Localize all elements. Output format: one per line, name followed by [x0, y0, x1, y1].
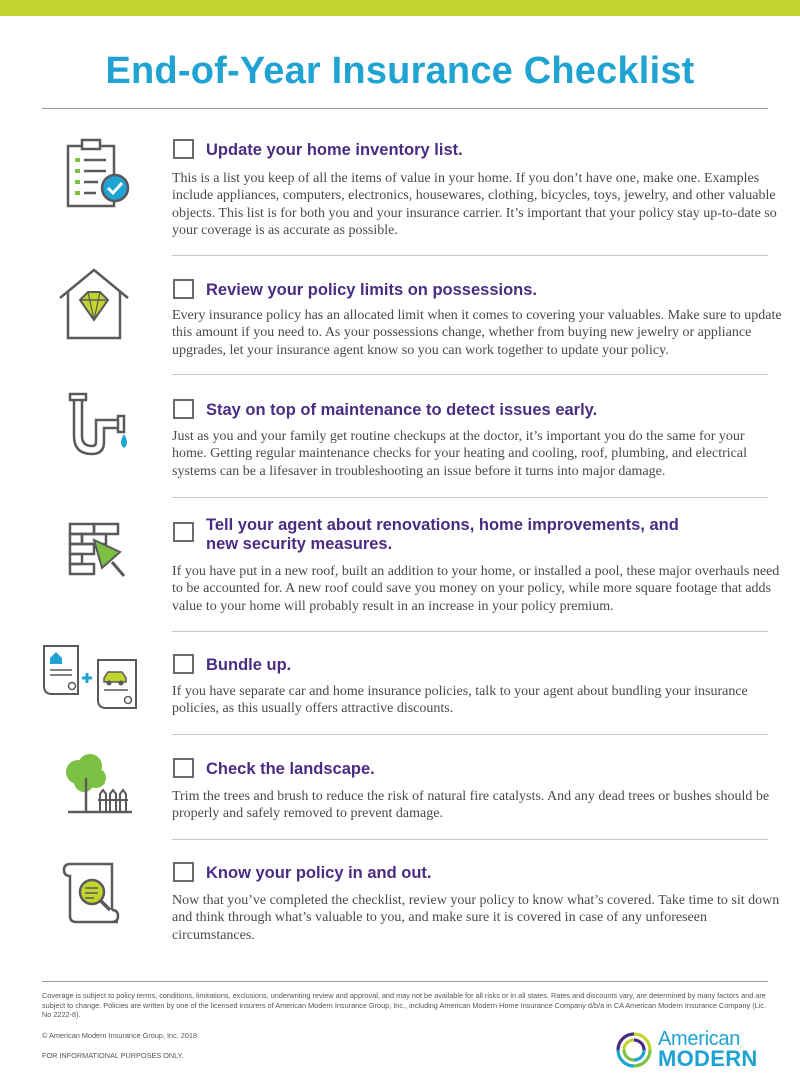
item-body: Trim the trees and brush to reduce the risk of natural fire catalysts. And any dead trees or bushes should be properly and safely removed to prevent damage. — [172, 789, 770, 822]
title-divider — [42, 108, 768, 109]
footer-disclaimer: Coverage is subject to policy terms, conditions, limitations, exclusions, underwriting review and approval, and may not be available for all risks or in all states. Rates and discounts vary, are determined by many factors and are subject to change. Policies are written by one of the licensed insurers of American Modern Insurance Group, Inc., including American Modern Home Insurance Company d/b/a in CA American Modern Insurance Company (Lic. No 2222-8). — [42, 991, 766, 1019]
tree-fence-icon — [38, 748, 150, 838]
brick-trowel-icon — [38, 516, 150, 606]
bundle-policies-icon — [38, 642, 150, 732]
checkbox-know-policy[interactable] — [173, 862, 194, 882]
footer-info: FOR INFORMATIONAL PURPOSES ONLY. — [42, 1051, 184, 1060]
top-accent-bar — [0, 0, 800, 16]
item-body: If you have separate car and home insurance policies, talk to your agent about bundling your insurance policies, as this usually offers attractive discounts. — [172, 684, 748, 717]
item-divider — [172, 734, 768, 735]
checkbox-renovations[interactable] — [173, 522, 194, 542]
checkbox-policy-limits[interactable] — [173, 279, 194, 299]
item-body: If you have put in a new roof, built an addition to your home, or installed a pool, these major overhauls need to be accounted for. A new roof could save you money on your policy, while more square footage that adds value to your home will probably result in an increase in your policy premium. — [172, 564, 780, 614]
item-body: Just as you and your family get routine checkups at the doctor, it’s important you do the same for your home. Getting regular maintenance checks for your heating and cooling, roof, plumbing, and electrical systems can be a lifesaver in troubleshooting an issue before it turns into major damage. — [172, 429, 747, 479]
footer-divider — [42, 981, 768, 982]
logo-text-modern: MODERN — [658, 1046, 758, 1071]
page-title: End-of-Year Insurance Checklist — [105, 50, 695, 92]
item-heading: Tell your agent about renovations, home improvements, and new security measures. — [206, 516, 679, 553]
item-heading: Check the landscape. — [206, 760, 375, 778]
policy-magnifier-icon — [38, 850, 150, 940]
checkbox-inventory[interactable] — [173, 139, 194, 159]
item-body: Every insurance policy has an allocated limit when it comes to covering your valuables. Make sure to update this amount if you need to. As your possessions change, whether from buying new jewelry or appliance upgrades, let your insurance agent know so you can work together to update your policy. — [172, 308, 782, 358]
house-diamond-icon — [38, 262, 150, 352]
checkbox-bundle[interactable] — [173, 654, 194, 674]
pipe-leak-icon — [38, 388, 150, 478]
item-heading: Stay on top of maintenance to detect issues early. — [206, 401, 598, 419]
item-body: This is a list you keep of all the items of value in your home. If you don’t have one, make one. Examples include appliances, computers, electronics, housewares, clothing, bicycles, toys, jewelry, and other valuable objects. This list is for both you and your insurance carrier. It’s important that your policy stay up-to-date so your coverage is as accurate as possible. — [172, 171, 777, 238]
item-divider — [172, 374, 768, 375]
item-body: Now that you’ve completed the checklist, review your policy to know what’s covered. Take time to sit down and think through what’s valuable to you, and make sure it is covered in case of any unforeseen circumstances. — [172, 893, 780, 943]
american-modern-logo — [612, 1026, 772, 1072]
footer-copyright: © American Modern Insurance Group, Inc. 2018 — [42, 1031, 198, 1040]
item-heading: Review your policy limits on possessions. — [206, 281, 538, 299]
item-divider — [172, 497, 768, 498]
checkbox-landscape[interactable] — [173, 758, 194, 778]
item-heading: Update your home inventory list. — [206, 141, 463, 159]
logo-text-american: American — [658, 1028, 741, 1050]
logo-swirl-icon — [612, 1028, 656, 1072]
clipboard-check-icon — [38, 138, 150, 228]
item-divider — [172, 839, 768, 840]
item-heading: Know your policy in and out. — [206, 864, 432, 882]
checkbox-maintenance[interactable] — [173, 399, 194, 419]
item-divider — [172, 631, 768, 632]
item-divider — [172, 255, 768, 256]
item-heading: Bundle up. — [206, 656, 292, 674]
